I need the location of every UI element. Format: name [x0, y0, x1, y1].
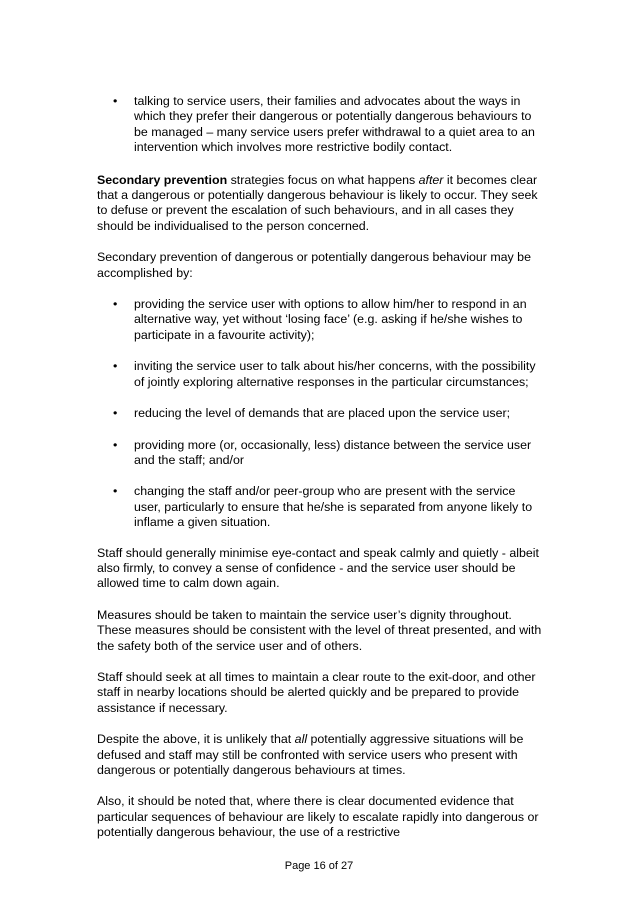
page-number: Page 16 of 27 — [284, 860, 354, 872]
intro-paragraph: Secondary prevention of dangerous or potentially dangerous behaviour may be accomplished by: — [97, 250, 531, 280]
bullet-text: talking to service users, their families and advocates about the ways in which they prefer their dangerous or potentially dangerous behaviours to be managed – many service users prefer withdrawal to a quiet area to an intervention which involves more restrictive bodily contact. — [134, 94, 535, 155]
paragraph: Staff should seek at all times to maintain a clear route to the exit-door, and other staff in nearby locations should be alerted quickly and be prepared to provide assistance if necessary. — [97, 669, 536, 715]
bullet-icon: • — [113, 406, 118, 421]
paragraph: Staff should generally minimise eye-contact and speak calmly and quietly - albeit also firmly, to convey a sense of confidence - and the service user should be allowed time to calm down again. — [97, 545, 539, 591]
bullet-icon: • — [113, 484, 118, 499]
paragraph: Despite the above, it is unlikely that all potentially aggressive situations will be defused and staff may still be confronted with service users who present with dangerous or potentially dangerous behaviours at times. — [97, 732, 524, 777]
list-item — [97, 484, 545, 530]
bullet-icon: • — [113, 437, 118, 452]
secondary-prevention-paragraph: Secondary prevention strategies focus on what happens after it becomes clear that a dangerous or potentially dangerous behaviour is likely to occur. They seek to defuse or prevent the escalation of such behaviours, and in all cases they should be individualised to the person concerned. — [97, 172, 538, 233]
bullet-icon: • — [113, 94, 118, 108]
emphasis: all — [294, 732, 308, 747]
paragraph: Also, it should be noted that, where there is clear documented evidence that particular sequences of behaviour are likely to escalate rapidly into dangerous or potentially dangerous behaviour, the use of a restrictive — [97, 794, 539, 840]
bold-term: Secondary prevention — [97, 172, 228, 187]
emphasis: after — [418, 172, 444, 187]
paragraph: Measures should be taken to maintain the service user’s dignity throughout. These measures should be consistent with the level of threat presented, and with the safety both of the service user and of others. — [97, 607, 542, 653]
list-item — [97, 94, 545, 156]
bullet-text: providing more (or, occasionally, less) distance between the service user and the staff; and/or — [134, 437, 532, 467]
bullet-text: reducing the level of demands that are placed upon the service user; — [134, 406, 511, 421]
list-item — [97, 297, 545, 343]
bullet-text: inviting the service user to talk about his/her concerns, with the possibility of jointly exploring alternative responses in the particular circumstances; — [134, 359, 536, 389]
bullet-icon: • — [113, 297, 118, 312]
list-item — [97, 359, 545, 390]
bullet-text: changing the staff and/or peer-group who are present with the service user, particularly to ensure that he/she is separated from anyone likely to inflame a given situation. — [134, 484, 533, 530]
page-body — [97, 94, 545, 841]
list-item — [97, 438, 545, 469]
bullet-text: providing the service user with options to allow him/her to respond in an alternative way, yet without ‘losing face’ (e.g. asking if he/she wishes to participate in a favourite activity); — [134, 297, 527, 342]
bullet-icon: • — [113, 359, 118, 374]
list-item — [97, 406, 545, 421]
